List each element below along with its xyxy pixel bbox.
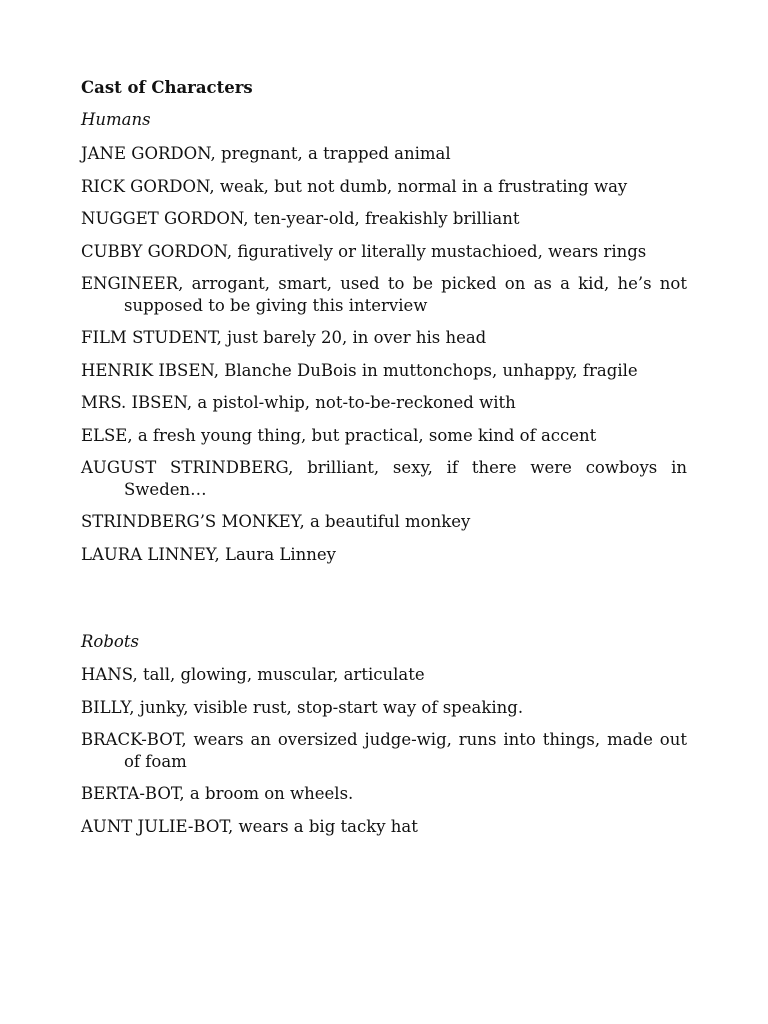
character-entry: AUGUST STRINDBERG, brilliant, sexy, if there were cowboys in Sweden… xyxy=(81,458,687,499)
character-entry: ENGINEER, arrogant, smart, used to be picked on as a kid, he’s not supposed to be giving this interview xyxy=(81,274,687,315)
character-entry: ELSE, a fresh young thing, but practical, some kind of accent xyxy=(81,425,597,445)
character-entry: STRINDBERG’S MONKEY, a beautiful monkey xyxy=(81,512,471,531)
character-entry: NUGGET GORDON, ten-year-old, freakishly brilliant xyxy=(81,209,520,228)
character-entry: RICK GORDON, weak, but not dumb, normal in a frustrating way xyxy=(81,176,628,196)
character-entry: LAURA LINNEY, Laura Linney xyxy=(81,544,336,564)
document-title: Cast of Characters xyxy=(81,78,253,97)
section-label-robots: Robots xyxy=(81,632,139,651)
character-entry: FILM STUDENT, just barely 20, in over his head xyxy=(81,328,487,347)
character-entry: MRS. IBSEN, a pistol-whip, not-to-be-reckoned with xyxy=(81,393,516,412)
character-entry: AUNT JULIE-BOT, wears a big tacky hat xyxy=(81,816,418,836)
character-entry: HENRIK IBSEN, Blanche DuBois in muttonchops, unhappy, fragile xyxy=(81,360,638,380)
robots-list xyxy=(81,664,687,848)
character-entry: BRACK-BOT, wears an oversized judge-wig, runs into things, made out of foam xyxy=(81,730,687,771)
character-entry: JANE GORDON, pregnant, a trapped animal xyxy=(81,144,451,163)
character-entry: BERTA-BOT, a broom on wheels. xyxy=(81,784,354,803)
character-entry: BILLY, junky, visible rust, stop-start way of speaking. xyxy=(81,697,524,717)
character-entry: CUBBY GORDON, figuratively or literally mustachioed, wears rings xyxy=(81,241,647,261)
humans-list xyxy=(81,143,687,576)
section-label-humans: Humans xyxy=(81,110,151,129)
character-entry: HANS, tall, glowing, muscular, articulate xyxy=(81,665,425,684)
